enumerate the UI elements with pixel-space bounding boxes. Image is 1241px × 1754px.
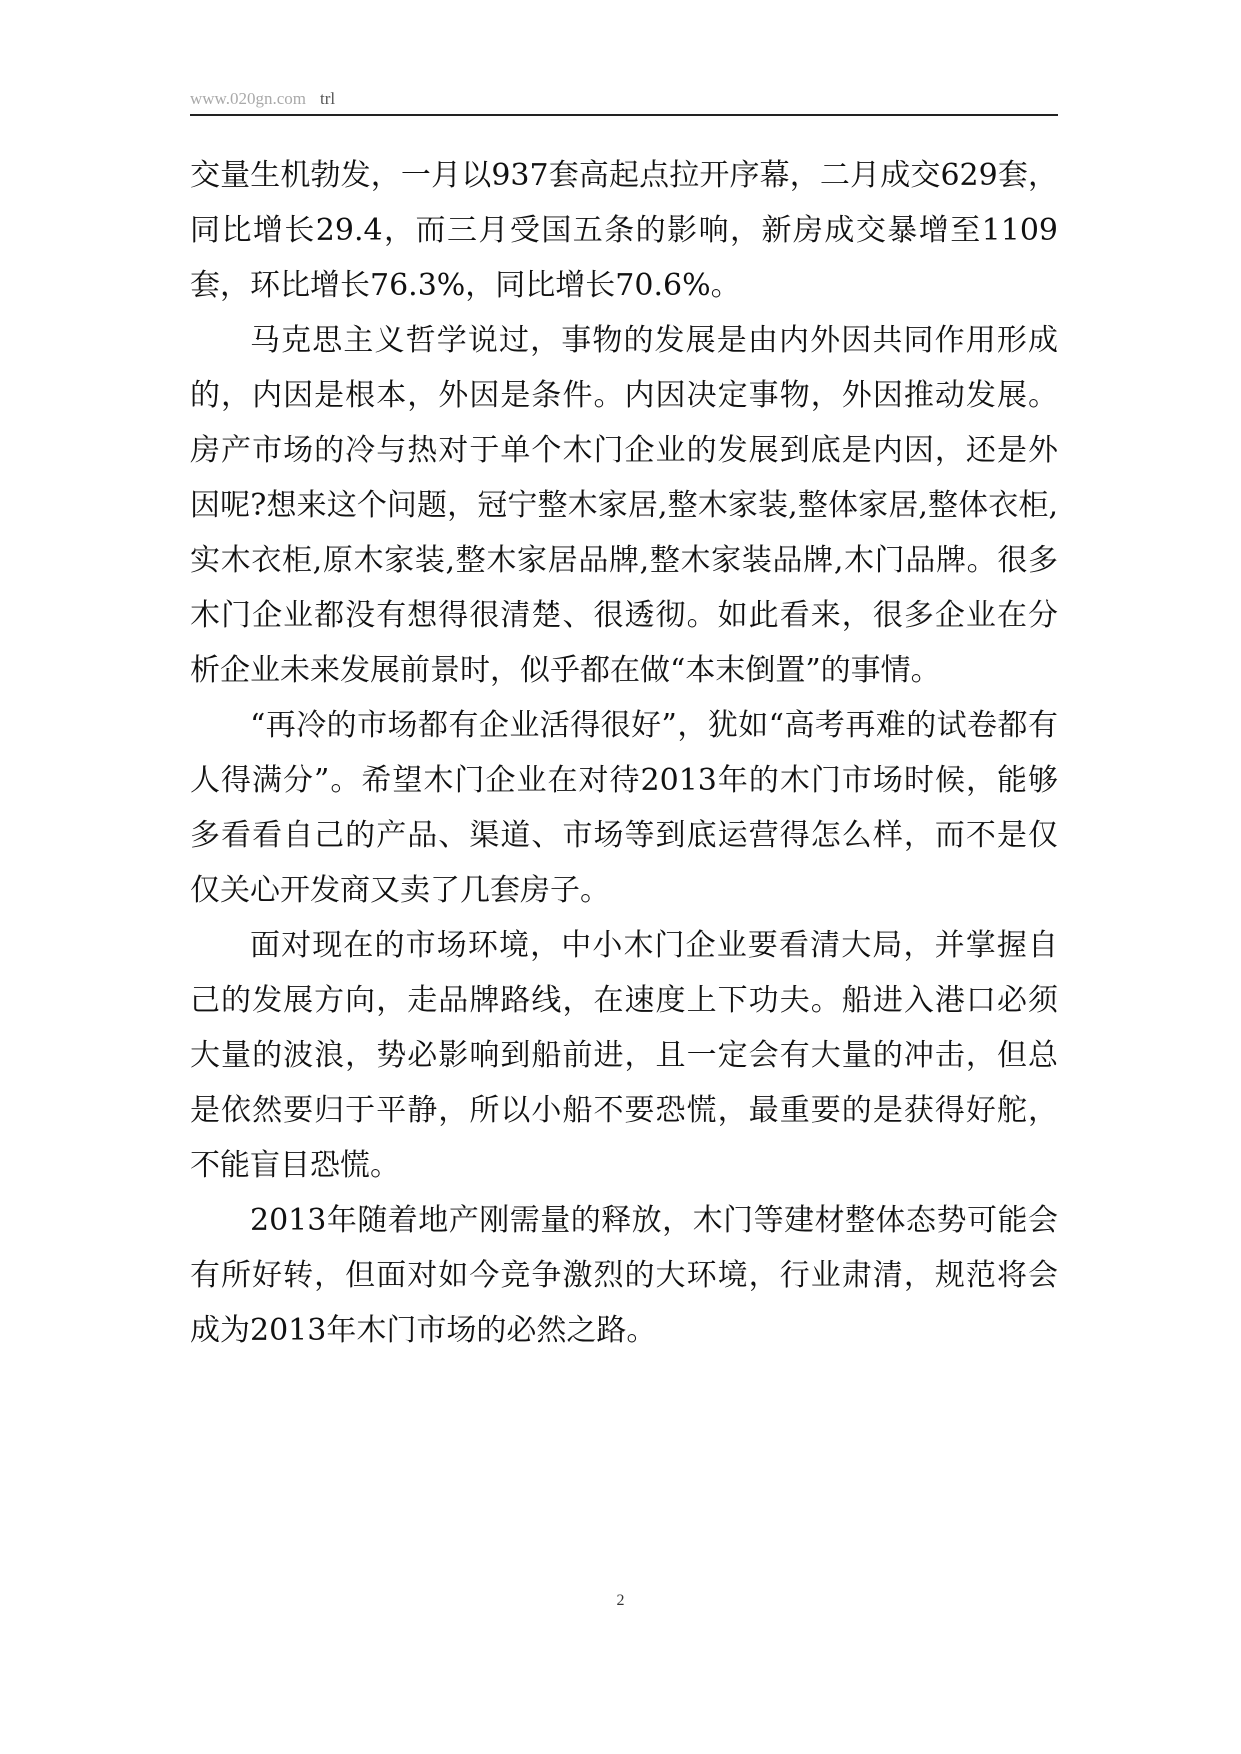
document-body: [190, 148, 1058, 1358]
page-number: 2: [616, 1592, 625, 1609]
page-header: [190, 88, 1058, 116]
paragraph-1: 交量生机勃发，一月以937套高起点拉开序幕，二月成交629套，同比增长29.4，而三月受国五条的影响，新房成交暴增至1109套，环比增长76.3%，同比增长70.6%。: [190, 158, 1058, 303]
header-tag: trl: [320, 89, 336, 108]
paragraph-4: 面对现在的市场环境，中小木门企业要看清大局，并掌握自己的发展方向，走品牌路线，在速度上下功夫。船进入港口必须大量的波浪，势必影响到船前进，且一定会有大量的冲击，但总是依然要归于平静，所以小船不要恐慌，最重要的是获得好舵，不能盲目恐慌。: [190, 928, 1058, 1183]
paragraph-3: “再冷的市场都有企业活得很好”，犹如“高考再难的试卷都有人得满分”。希望木门企业在对待2013年的木门市场时候，能够多看看自己的产品、渠道、市场等到底运营得怎么样，而不是仅仅关心开发商又卖了几套房子。: [190, 708, 1058, 908]
paragraph-5: 2013年随着地产刚需量的释放，木门等建材整体态势可能会有所好转，但面对如今竞争激烈的大环境，行业肃清，规范将会成为2013年木门市场的必然之路。: [190, 1203, 1058, 1348]
paragraph-2: 马克思主义哲学说过，事物的发展是由内外因共同作用形成的，内因是根本，外因是条件。内因决定事物，外因推动发展。房产市场的冷与热对于单个木门企业的发展到底是内因，还是外因呢?想来这个问题，冠宁整木家居,整木家装,整体家居,整体衣柜,实木衣柜,原木家装,整木家居品牌,整木家装品牌,木门品牌。很多木门企业都没有想得很清楚、很透彻。如此看来，很多企业在分析企业未来发展前景时，似乎都在做“本末倒置”的事情。: [190, 323, 1058, 688]
header-url: www.020gn.com: [190, 89, 306, 108]
